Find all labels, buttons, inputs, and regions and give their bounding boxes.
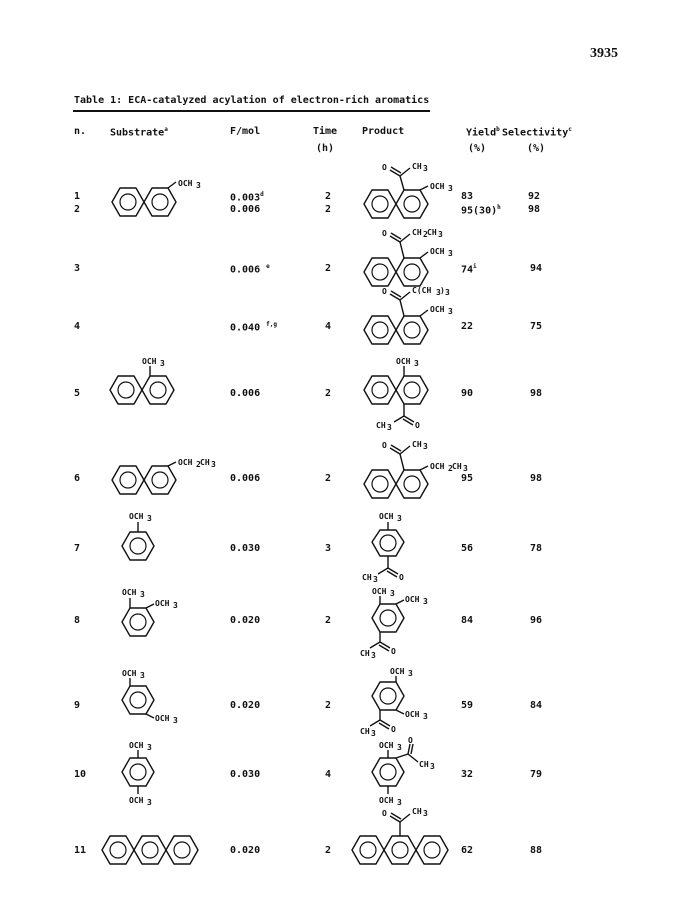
- structure-anthracene: [98, 832, 208, 868]
- label-och3: OCH: [122, 669, 137, 678]
- label-och3: OCH: [396, 357, 411, 366]
- structure-product-5: [360, 356, 440, 432]
- label-sub3: 3: [371, 729, 376, 738]
- label-sub3: 3: [147, 743, 152, 752]
- label-sub3: 3: [397, 743, 402, 752]
- label-sub3: 3: [430, 762, 435, 771]
- row-8-selectivity: 96: [530, 615, 543, 626]
- label-sub3: 3: [387, 423, 392, 432]
- header-yield-unit: (%): [468, 143, 487, 154]
- row-11-yield: 62: [461, 845, 474, 856]
- row-8-fmol: 0.020: [230, 615, 261, 626]
- label-och3: OCH: [142, 357, 157, 366]
- header-yield: Yield$^b$: [466, 126, 500, 139]
- header-selectivity: Selectivity$^c$: [502, 126, 572, 139]
- label-sub3: 3: [140, 671, 145, 680]
- label-och3: OCH: [129, 796, 144, 805]
- label-sub3: 3: [423, 809, 428, 818]
- structure-product-4: [360, 284, 475, 348]
- label-ch2ch3: CH: [412, 228, 422, 237]
- label-och3: OCH: [122, 588, 137, 597]
- label-och3: OCH: [430, 247, 445, 256]
- label-och3: OCH: [430, 182, 445, 191]
- row-4-time: 4: [325, 321, 332, 332]
- label-och3: OCH: [129, 741, 144, 750]
- header-time-unit: (h): [316, 143, 335, 154]
- structure-product-1: [360, 160, 470, 222]
- label-sub3: 3: [463, 464, 468, 473]
- label-o: O: [382, 809, 387, 818]
- row-10-time: 4: [325, 769, 332, 780]
- row-11-time: 2: [325, 845, 332, 856]
- row-7-n: 7: [74, 543, 81, 554]
- label-sub3: 3: [373, 575, 378, 584]
- label-o: O: [382, 163, 387, 172]
- row-7-yield: 56: [461, 543, 474, 554]
- row-6-fmol: 0.006: [230, 473, 261, 484]
- structure-product-10: [364, 736, 454, 807]
- label-sub2: 2: [196, 460, 201, 469]
- row-4-n: 4: [74, 321, 81, 332]
- label-sub3: 3: [173, 716, 178, 725]
- label-ch3: CH: [412, 807, 422, 816]
- label-sub3: 3: [408, 669, 413, 678]
- label-o: O: [382, 441, 387, 450]
- structure-product-7: [364, 510, 424, 586]
- row-6-n: 6: [74, 473, 81, 484]
- header-product: Product: [362, 126, 405, 137]
- row-6-selectivity: 98: [530, 473, 543, 484]
- structure-1-methoxynaphthalene: [106, 356, 186, 412]
- row-7-fmol: 0.030: [230, 543, 261, 554]
- row-6-time: 2: [325, 473, 332, 484]
- row-11-selectivity: 88: [530, 845, 543, 856]
- label-och3: OCH: [155, 714, 170, 723]
- label-sub3: 3: [390, 589, 395, 598]
- row-11-fmol: 0.020: [230, 845, 261, 856]
- label-och2ch3: OCH: [430, 462, 445, 471]
- row-4-yield: 22: [461, 321, 474, 332]
- row-5-n: 5: [74, 388, 81, 399]
- row-3-time: 2: [325, 263, 332, 274]
- row-11-n: 11: [74, 845, 87, 856]
- label-sub2: 2: [448, 464, 453, 473]
- label-sub3: 3: [397, 514, 402, 523]
- row-2-yield: $95(30)^h$: [461, 204, 501, 217]
- row-8-n: 8: [74, 615, 81, 626]
- structure-2-ethoxynaphthalene: [108, 458, 228, 498]
- row-3-selectivity: 94: [530, 263, 543, 274]
- label-och3: OCH: [405, 595, 420, 604]
- label-ch3: CH: [360, 649, 370, 658]
- label-o: O: [391, 647, 396, 656]
- row-5-time: 2: [325, 388, 332, 399]
- label-ch3: CH: [452, 462, 462, 471]
- label-och3: OCH: [430, 305, 445, 314]
- header-time: Time: [313, 126, 338, 137]
- label-sub3: 3: [140, 590, 145, 599]
- label-ch3: CH: [427, 228, 437, 237]
- label-sub3: 3: [445, 288, 450, 297]
- label-sub3: 3: [448, 307, 453, 316]
- row-1-selectivity: 92: [528, 191, 541, 202]
- structure-product-8: [360, 586, 439, 662]
- row-5-fmol: 0.006: [230, 388, 261, 399]
- label-o: O: [391, 725, 396, 734]
- label-sub3: 3: [423, 712, 428, 721]
- header-substrate: Substrate$^a$: [110, 126, 168, 139]
- label-och3: OCH: [379, 741, 394, 750]
- label-sub3: 3: [448, 249, 453, 258]
- structure-1-3-dimethoxybenzene: [118, 668, 188, 724]
- structure-product-3: [360, 226, 475, 290]
- row-7-selectivity: 78: [530, 543, 543, 554]
- label-och3: OCH: [405, 710, 420, 719]
- row-5-selectivity: 98: [530, 388, 543, 399]
- row-1-fmol: 0.003$^d$: [230, 191, 264, 204]
- label-och3: OCH: [379, 796, 394, 805]
- row-1-yield: 83: [461, 191, 474, 202]
- row-1-time: 2: [325, 191, 332, 202]
- row-9-selectivity: 84: [530, 700, 543, 711]
- row-9-fmol: 0.020: [230, 700, 261, 711]
- row-2-n: 2: [74, 204, 81, 215]
- row-8-time: 2: [325, 615, 332, 626]
- row-10-yield: 32: [461, 769, 474, 780]
- header-n: n.: [74, 126, 87, 137]
- row-7-time: 3: [325, 543, 332, 554]
- label-c-ch3-3: C(CH: [412, 286, 432, 295]
- label-sub3: 3: [423, 442, 428, 451]
- label-sub3: 3: [423, 164, 428, 173]
- row-2-selectivity: 98: [528, 204, 541, 215]
- label-ch3: CH: [362, 573, 372, 582]
- structure-product-11: [348, 804, 458, 870]
- row-3-n: 3: [74, 263, 81, 274]
- structure-veratrole: [118, 586, 188, 642]
- label-och2ch3: OCH: [178, 458, 193, 467]
- label-ch3: CH: [360, 727, 370, 736]
- structure-product-9: [360, 667, 439, 744]
- row-3-yield: 74$^i$: [461, 263, 477, 276]
- row-9-time: 2: [325, 700, 332, 711]
- label-o: O: [382, 229, 387, 238]
- structure-1-4-dimethoxybenzene: [118, 740, 168, 806]
- row-9-yield: 59: [461, 700, 474, 711]
- label-sub3: 3: [397, 798, 402, 807]
- label-ch3: CH: [200, 458, 210, 467]
- row-5-yield: 90: [461, 388, 474, 399]
- label-sub3: 3: [438, 230, 443, 239]
- row-6-yield: 95: [461, 473, 474, 484]
- row-10-n: 10: [74, 769, 87, 780]
- structure-2-methoxynaphthalene: [108, 179, 218, 220]
- label-o: O: [382, 287, 387, 296]
- structure-anisole: [118, 510, 168, 566]
- label-och3: OCH: [129, 512, 144, 521]
- row-4-fmol: 0.040 $^{f,g}$: [230, 321, 277, 334]
- label-ch3: CH: [412, 162, 422, 171]
- label-och3: OCH: [379, 512, 394, 521]
- label-o: O: [408, 736, 413, 745]
- row-2-time: 2: [325, 204, 332, 215]
- label-close-paren: ): [440, 286, 445, 295]
- label-sub3: 3: [196, 181, 201, 190]
- row-10-fmol: 0.030: [230, 769, 261, 780]
- label-sub2: 2: [423, 230, 428, 239]
- label-o: O: [415, 421, 420, 430]
- row-1-n: 1: [74, 191, 81, 202]
- label-sub3: 3: [160, 359, 165, 368]
- table-caption: Table 1: ECA-catalyzed acylation of electron-rich aromatics: [74, 95, 430, 106]
- row-2-fmol: 0.006: [230, 204, 261, 215]
- label-och3: OCH: [155, 599, 170, 608]
- label-ch3: CH: [419, 760, 429, 769]
- row-8-yield: 84: [461, 615, 474, 626]
- label-sub3: 3: [448, 184, 453, 193]
- header-fmol: F/mol: [230, 126, 261, 137]
- header-selectivity-unit: (%): [527, 143, 546, 154]
- label-sub3: 3: [147, 514, 152, 523]
- label-ch3: CH: [412, 440, 422, 449]
- label-sub3: 3: [211, 460, 216, 469]
- label-sub3: 3: [436, 288, 441, 297]
- row-9-n: 9: [74, 700, 81, 711]
- label-sub3: 3: [147, 798, 152, 807]
- row-3-fmol: 0.006 $^e$: [230, 263, 270, 276]
- page-number: 3935: [590, 46, 618, 61]
- label-och3: OCH: [372, 587, 387, 596]
- label-sub3: 3: [414, 359, 419, 368]
- label-o: O: [399, 573, 404, 582]
- label-sub3: 3: [423, 597, 428, 606]
- label-sub3: 3: [371, 651, 376, 660]
- row-4-selectivity: 75: [530, 321, 543, 332]
- label-och3: OCH: [390, 667, 405, 676]
- structure-product-6: [360, 438, 480, 502]
- label-sub3: 3: [173, 601, 178, 610]
- caption-rule: [73, 110, 430, 112]
- row-10-selectivity: 79: [530, 769, 543, 780]
- label-och3: OCH: [178, 179, 193, 188]
- label-ch3: CH: [376, 421, 386, 430]
